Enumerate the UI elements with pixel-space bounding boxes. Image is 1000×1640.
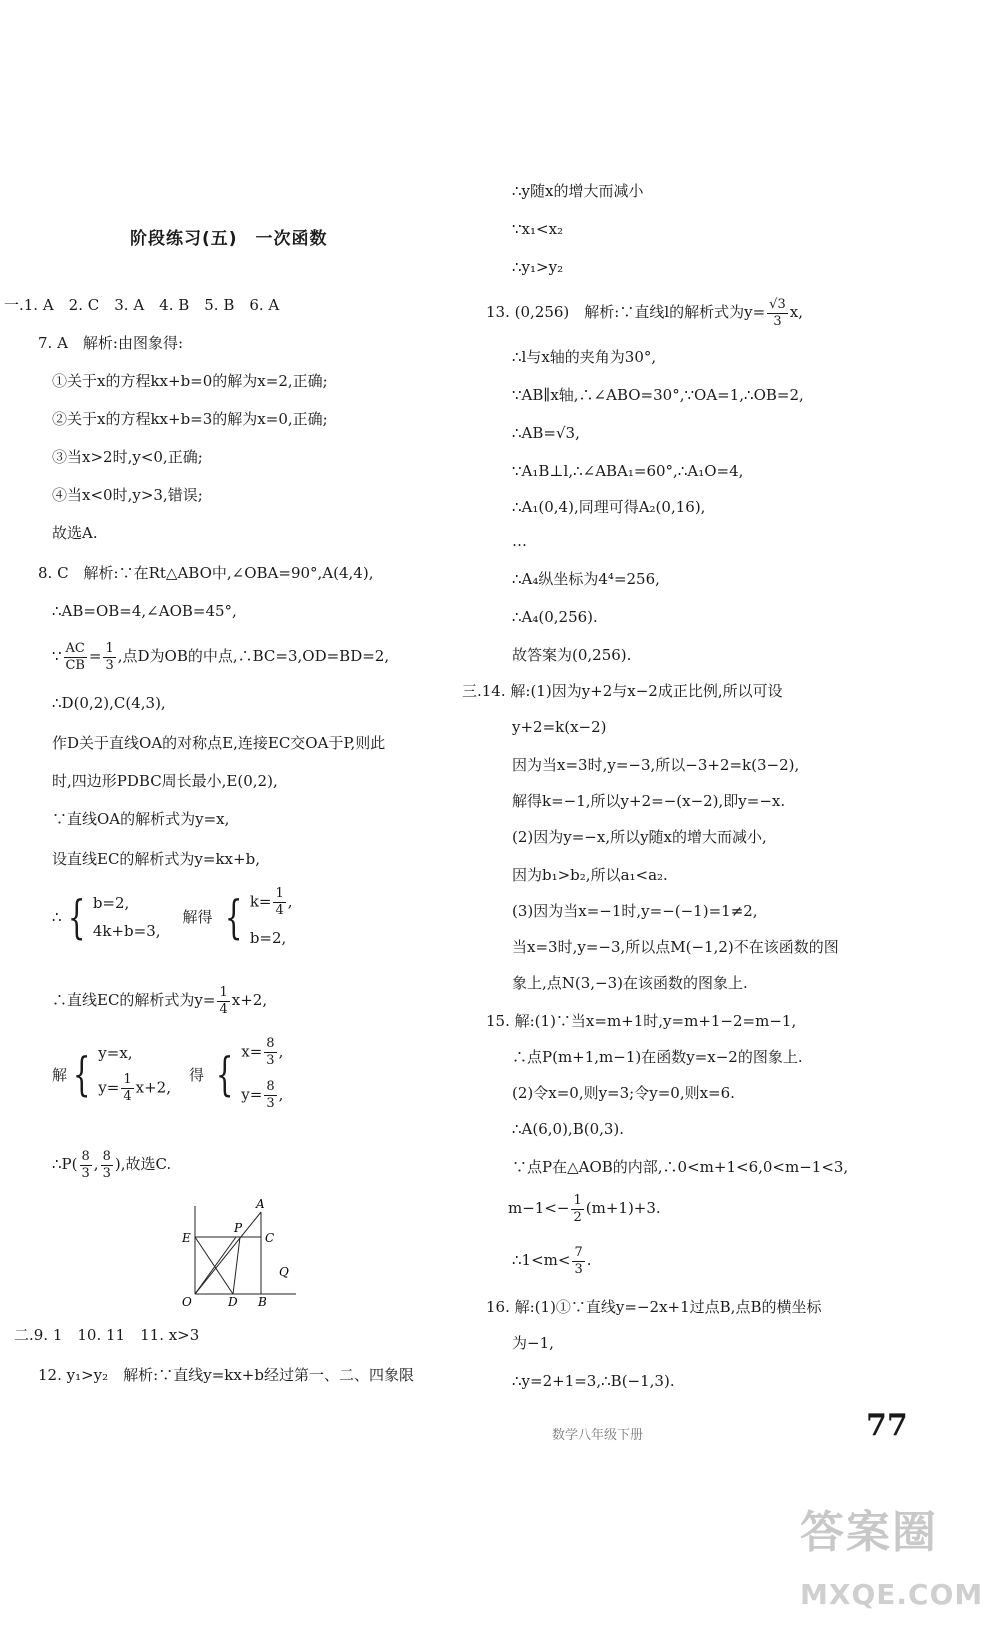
answer-line: 二.9. 1 10. 11 11. x>3 bbox=[14, 1326, 200, 1344]
answer-line: (2)因为y=−x,所以y随x的增大而减小, bbox=[512, 828, 767, 846]
label-p: P bbox=[234, 1221, 243, 1235]
geometry-figure bbox=[176, 1198, 306, 1308]
answer-line: 13. (0,256) 解析:∵直线l的解析式为y= $\frac{√3}{3}$ x, bbox=[486, 296, 803, 329]
answer-line: ∵ $\frac{AC}{CB}$ = $\frac{1}{3}$ ,点D为OB的中点,∴BC=3,OD=BD=2, bbox=[52, 640, 390, 673]
answer-line: ∴A(6,0),B(0,3). bbox=[512, 1120, 625, 1138]
answer-line: 时,四边形PDBC周长最小,E(0,2), bbox=[52, 772, 278, 790]
watermark-logo: 答案圈 bbox=[800, 1507, 938, 1558]
footer-subject: 数学八年级下册 bbox=[552, 1428, 644, 1443]
answer-line: 12. y₁>y₂ 解析:∵直线y=kx+b经过第一、二、四象限 bbox=[38, 1366, 414, 1384]
answer-line: ∴A₄(0,256). bbox=[512, 608, 598, 626]
answer-line: 故选A. bbox=[52, 524, 98, 542]
answer-line: ④当x<0时,y>3,错误; bbox=[52, 486, 203, 504]
label-q: Q bbox=[279, 1265, 289, 1279]
answer-line: ∵点P在△AOB的内部,∴0<m+1<6,0<m−1<3, bbox=[512, 1158, 849, 1176]
label-c: C bbox=[265, 1231, 275, 1245]
answer-line: ③当x>2时,y<0,正确; bbox=[52, 448, 203, 466]
answer-line: y+2=k(x−2) bbox=[512, 718, 607, 736]
answer-line: 故答案为(0,256). bbox=[512, 646, 632, 664]
watermark-site: MXQE.COM bbox=[800, 1578, 984, 1611]
answer-line: ∴y₁>y₂ bbox=[512, 258, 564, 276]
label-e: E bbox=[182, 1231, 191, 1245]
answer-line: ∴AB=√3, bbox=[512, 424, 580, 442]
answer-line: 为−1, bbox=[512, 1334, 554, 1352]
answer-line: 因为b₁>b₂,所以a₁<a₂. bbox=[512, 866, 668, 884]
page-title: 阶段练习(五) 一次函数 bbox=[130, 229, 328, 249]
answer-line: 16. 解:(1)①∵直线y=−2x+1过点B,点B的横坐标 bbox=[486, 1298, 822, 1316]
answer-line: ∴1<m< $\frac{7}{3}$ . bbox=[512, 1244, 592, 1277]
answer-line: (3)因为当x=−1时,y=−(−1)=1≠2, bbox=[512, 902, 758, 920]
answer-line: ∵A₁B⊥l,∴∠ABA₁=60°,∴A₁O=4, bbox=[512, 462, 744, 480]
answer-line: 设直线EC的解析式为y=kx+b, bbox=[52, 850, 260, 868]
answer-line: m−1<− $\frac{1}{2}$ (m+1)+3. bbox=[508, 1192, 661, 1225]
answer-line: 三.14. 解:(1)因为y+2与x−2成正比例,所以可设 bbox=[462, 682, 783, 700]
answer-line: ∴D(0,2),C(4,3), bbox=[52, 694, 166, 712]
answer-line: 作D关于直线OA的对称点E,连接EC交OA于P,则此 bbox=[52, 734, 386, 752]
answer-line: ②关于x的方程kx+b=3的解为x=0,正确; bbox=[52, 410, 328, 428]
equation-system: ∴ { b=2, 4k+b=3, 解得 { k= $\frac{1}{4}$ , b=2, bbox=[52, 886, 293, 947]
answer-line: ∴A₁(0,4),同理可得A₂(0,16), bbox=[512, 498, 706, 516]
answer-line: 7. A 解析:由图象得: bbox=[38, 334, 184, 352]
label-d: D bbox=[228, 1295, 238, 1308]
answer-line: … bbox=[512, 532, 527, 550]
answer-line: ∴直线EC的解析式为y= $\frac{1}{4}$ x+2, bbox=[52, 984, 268, 1017]
answer-line: (2)令x=0,则y=3;令y=0,则x=6. bbox=[512, 1084, 735, 1102]
label-b: B bbox=[258, 1295, 267, 1308]
label-o: O bbox=[182, 1295, 192, 1308]
answer-line: ∴y随x的增大而减小 bbox=[512, 182, 644, 200]
answer-line: ∴y=2+1=3,∴B(−1,3). bbox=[512, 1372, 675, 1390]
answer-line: 因为当x=3时,y=−3,所以−3+2=k(3−2), bbox=[512, 756, 800, 774]
answer-line: 解得k=−1,所以y+2=−(x−2),即y=−x. bbox=[512, 792, 786, 810]
answer-line: 象上,点N(3,−3)在该函数的图象上. bbox=[512, 974, 748, 992]
answer-line: ∵AB∥x轴,∴∠ABO=30°,∵OA=1,∴OB=2, bbox=[512, 386, 804, 404]
answer-line: 当x=3时,y=−3,所以点M(−1,2)不在该函数的图 bbox=[512, 938, 839, 956]
label-a: A bbox=[256, 1198, 265, 1211]
answer-line: ∴点P(m+1,m−1)在函数y=x−2的图象上. bbox=[512, 1048, 803, 1066]
answer-line: ∴P( $\frac{8}{3}$ , $\frac{8}{3}$ ),故选C. bbox=[52, 1148, 172, 1181]
answer-line: 15. 解:(1)∵当x=m+1时,y=m+1−2=m−1, bbox=[486, 1012, 797, 1030]
answer-line: ∵直线OA的解析式为y=x, bbox=[52, 810, 230, 828]
answer-line: ∵x₁<x₂ bbox=[512, 220, 564, 238]
answer-line: 8. C 解析:∵在Rt△ABO中,∠OBA=90°,A(4,4), bbox=[38, 564, 374, 582]
answer-line: 一.1. A 2. C 3. A 4. B 5. B 6. A bbox=[4, 296, 280, 314]
line-oa bbox=[195, 1212, 261, 1294]
answer-line: ∴A₄纵坐标为4⁴=256, bbox=[512, 570, 660, 588]
answer-line: ∴l与x轴的夹角为30°, bbox=[512, 348, 657, 366]
answer-line: ∴AB=OB=4,∠AOB=45°, bbox=[52, 602, 237, 620]
answer-line: ①关于x的方程kx+b=0的解为x=2,正确; bbox=[52, 372, 328, 390]
page-number: 77 bbox=[866, 1408, 908, 1443]
equation-system: 解 { y=x, y= $\frac{1}{4}$ x+2, 得 { x= $\frac{8}{3}$ , y= $\frac{8}{3}$ , bbox=[52, 1036, 284, 1111]
